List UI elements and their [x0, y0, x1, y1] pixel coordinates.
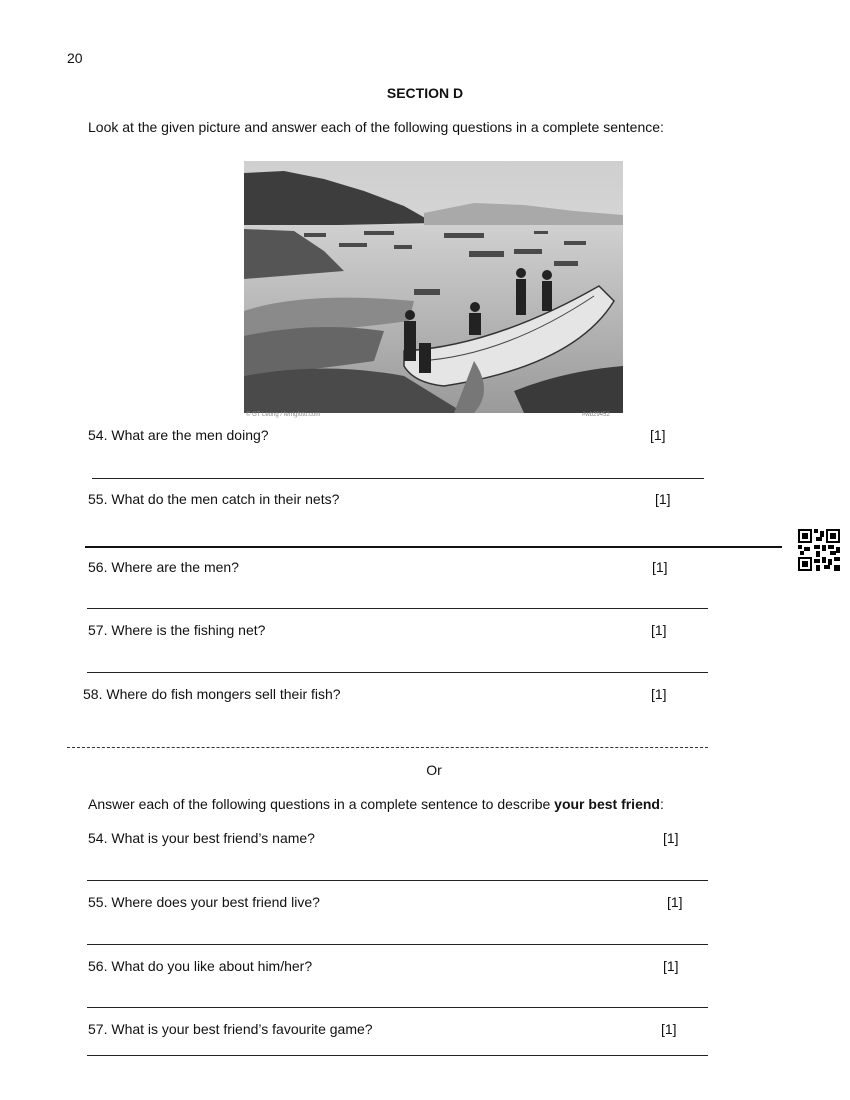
answer-line-55-friend[interactable] [87, 944, 708, 945]
picture-instruction: Look at the given picture and answer each of the following questions in a complete sentence: [88, 119, 664, 135]
question-55-picture: 55. What do the men catch in their nets? [88, 491, 340, 507]
or-divider-text: Or [426, 762, 442, 778]
marks-57-friend: [1] [661, 1021, 677, 1037]
answer-line-55-picture[interactable] [85, 546, 782, 548]
marks-57-picture: [1] [651, 622, 667, 638]
section-title: SECTION D [386, 85, 464, 101]
question-56-friend: 56. What do you like about him/her? [88, 958, 313, 974]
answer-line-56-picture[interactable] [87, 608, 708, 609]
question-57-friend: 57. What is your best friend’s favourite game? [88, 1021, 373, 1037]
question-54-friend: 54. What is your best friend’s name? [88, 830, 315, 846]
question-54-picture: 54. What are the men doing? [88, 427, 269, 443]
question-57-picture: 57. Where is the fishing net? [88, 622, 266, 638]
qr-code-icon [798, 529, 840, 571]
answer-line-57-friend[interactable] [87, 1055, 708, 1056]
question-56-picture: 56. Where are the men? [88, 559, 239, 575]
answer-line-54-friend[interactable] [87, 880, 708, 881]
marks-54-friend: [1] [663, 830, 679, 846]
question-55-friend: 55. Where does your best friend live? [88, 894, 320, 910]
friend-instruction-bold: your best friend [554, 796, 660, 812]
answer-line-54-picture[interactable] [92, 478, 704, 479]
marks-55-friend: [1] [667, 894, 683, 910]
marks-56-friend: [1] [663, 958, 679, 974]
question-58-picture: 58. Where do fish mongers sell their fish? [83, 686, 341, 702]
photo-credit-right: #wb29452 [582, 412, 610, 418]
marks-58-picture: [1] [651, 686, 667, 702]
friend-instruction-suffix: : [659, 796, 664, 812]
marks-54-picture: [1] [650, 427, 666, 443]
answer-line-57-picture[interactable] [87, 672, 708, 673]
photo-credit-left: © GT Leong / ferrigfoto.com [246, 412, 321, 418]
marks-55-picture: [1] [655, 491, 671, 507]
friend-instruction [88, 796, 664, 812]
answer-line-56-friend[interactable] [87, 1007, 708, 1008]
fishermen-photo [244, 161, 623, 413]
friend-instruction-prefix: Answer each of the following questions in a complete sentence to describe [88, 796, 555, 812]
marks-56-picture: [1] [652, 559, 668, 575]
page-number: 20 [67, 50, 83, 66]
answer-line-58-picture[interactable] [67, 747, 708, 748]
